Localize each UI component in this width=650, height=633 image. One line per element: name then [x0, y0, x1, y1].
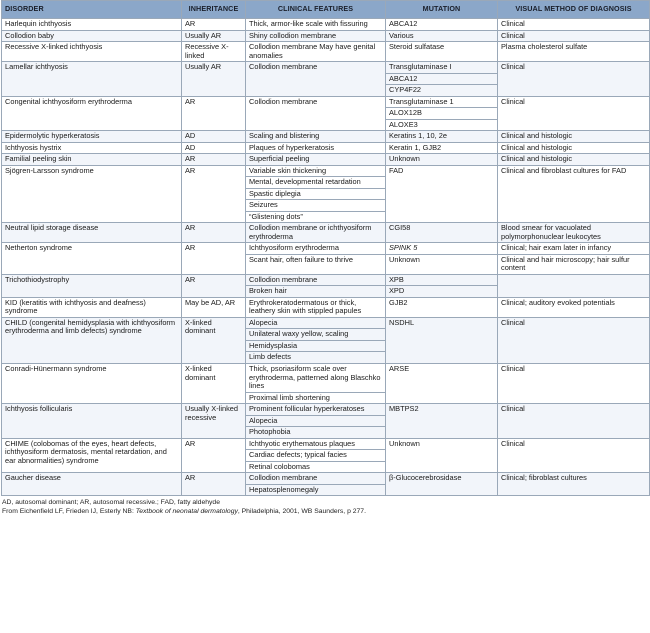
diagnosis-cell: Clinical [498, 96, 650, 131]
table-row [2, 297, 650, 317]
inheritance-cell: AR [182, 438, 246, 473]
table-row [2, 404, 650, 416]
mutation-cell: Various [386, 30, 498, 42]
clinical-feature-cell: Seizures [246, 200, 386, 212]
inheritance-cell: Usually AR [182, 62, 246, 97]
disorder-cell: Sjögren-Larsson syndrome [2, 165, 182, 223]
inheritance-cell: Usually AR [182, 30, 246, 42]
clinical-feature-cell: Hemidysplasia [246, 340, 386, 352]
table-row [2, 165, 650, 177]
diagnosis-cell: Clinical and hair microscopy; hair sulfur content [498, 254, 650, 274]
table-row [2, 42, 650, 62]
table-row [2, 317, 650, 329]
diagnosis-cell: Clinical; auditory evoked potentials [498, 297, 650, 317]
clinical-feature-cell: Collodion membrane [246, 473, 386, 485]
disorder-cell: Lamellar ichthyosis [2, 62, 182, 97]
clinical-feature-cell: Plaques of hyperkeratosis [246, 142, 386, 154]
abbreviations-note: AD, autosomal dominant; AR, autosomal recessive.; FAD, fatty aldehyde [2, 499, 220, 507]
clinical-feature-cell: Variable skin thickening [246, 165, 386, 177]
disorder-cell: Ichthyosis follicularis [2, 404, 182, 439]
disorder-cell: CHILD (congenital hemidysplasia with ichthyosiform erythroderma and limb defects) syndrome [2, 317, 182, 363]
clinical-feature-cell: Superficial peeling [246, 154, 386, 166]
diagnosis-cell: Clinical [498, 404, 650, 439]
inheritance-cell: AR [182, 19, 246, 31]
header-visual-method: VISUAL METHOD OF DIAGNOSIS [498, 1, 650, 19]
mutation-cell: XPB [386, 274, 498, 286]
inheritance-cell: AR [182, 96, 246, 131]
clinical-feature-cell: Photophobia [246, 427, 386, 439]
inheritance-cell: AR [182, 223, 246, 243]
clinical-feature-cell: Collodion membrane or ichthyosiform erythroderma [246, 223, 386, 243]
diagnosis-cell: Blood smear for vacuolated polymorphonuclear leukocytes [498, 223, 650, 243]
clinical-feature-cell: Scaling and blistering [246, 131, 386, 143]
mutation-cell: Transglutaminase 1 [386, 96, 498, 108]
inheritance-cell: AR [182, 274, 246, 297]
mutation-cell: GJB2 [386, 297, 498, 317]
table-row [2, 19, 650, 31]
mutation-cell: ALOX12B [386, 108, 498, 120]
clinical-feature-cell: Shiny collodion membrane [246, 30, 386, 42]
disorder-cell: Collodion baby [2, 30, 182, 42]
inheritance-cell: AD [182, 142, 246, 154]
disorder-cell: Ichthyosis hystrix [2, 142, 182, 154]
mutation-cell: XPD [386, 286, 498, 298]
diagnosis-cell: Clinical [498, 19, 650, 31]
header-mutation: MUTATION [386, 1, 498, 19]
diagnosis-cell: Clinical; hair exam later in infancy [498, 243, 650, 255]
mutation-cell: ABCA12 [386, 73, 498, 85]
disorder-cell: CHIME (colobomas of the eyes, heart defects, ichthyosiform dermatosis, mental retardation, and ear abnormalities) syndrome [2, 438, 182, 473]
mutation-cell: Unknown [386, 254, 498, 274]
diagnosis-cell: Clinical and histologic [498, 154, 650, 166]
table-row [2, 243, 650, 255]
clinical-feature-cell: Thick, psoriasiform scale over erythroderma, patterned along Blaschko lines [246, 363, 386, 392]
table-row [2, 131, 650, 143]
table-row [2, 62, 650, 74]
inheritance-cell: Recessive X-linked [182, 42, 246, 62]
disorder-cell: Conradi-Hünermann syndrome [2, 363, 182, 403]
clinical-feature-cell: Mental, developmental retardation [246, 177, 386, 189]
source-prefix: From Eichenfield LF, Frieden IJ, Esterly NB: [2, 507, 136, 515]
clinical-feature-cell: Collodion membrane [246, 274, 386, 286]
disorder-cell: Congenital ichthyosiform erythroderma [2, 96, 182, 131]
mutation-cell: CGI58 [386, 223, 498, 243]
disorder-cell: Neutral lipid storage disease [2, 223, 182, 243]
table-row [2, 274, 650, 286]
header-inheritance: INHERITANCE [182, 1, 246, 19]
disorder-cell: Gaucher disease [2, 473, 182, 496]
inheritance-cell: AR [182, 243, 246, 275]
table-row [2, 154, 650, 166]
diagnosis-cell: Clinical [498, 438, 650, 473]
table-body [2, 19, 650, 496]
diagnosis-cell: Clinical and histologic [498, 142, 650, 154]
inheritance-cell: AR [182, 165, 246, 223]
clinical-feature-cell: Ichthyosiform erythroderma [246, 243, 386, 255]
mutation-cell: Steroid sulfatase [386, 42, 498, 62]
disorder-cell: Familial peeling skin [2, 154, 182, 166]
mutation-cell: SPINK 5 [386, 243, 498, 255]
mutation-cell: Transglutaminase I [386, 62, 498, 74]
clinical-feature-cell: Hepatosplenomegaly [246, 484, 386, 496]
diagnosis-cell [498, 274, 650, 297]
table-row [2, 30, 650, 42]
mutation-cell: ALOXE3 [386, 119, 498, 131]
mutation-cell: Unknown [386, 154, 498, 166]
inheritance-cell: AR [182, 473, 246, 496]
header-disorder: DISORDER [2, 1, 182, 19]
clinical-feature-cell: Ichthyotic erythematous plaques [246, 438, 386, 450]
table-row [2, 438, 650, 450]
clinical-feature-cell: Cardiac defects; typical facies [246, 450, 386, 462]
clinical-feature-cell: Thick, armor-like scale with fissuring [246, 19, 386, 31]
table-row [2, 473, 650, 485]
inheritance-cell: X-linked dominant [182, 317, 246, 363]
clinical-feature-cell: Collodion membrane [246, 62, 386, 97]
mutation-cell: ABCA12 [386, 19, 498, 31]
diagnosis-cell: Clinical and fibroblast cultures for FAD [498, 165, 650, 223]
diagnosis-cell: Clinical [498, 30, 650, 42]
clinical-feature-cell: Alopecia [246, 415, 386, 427]
inheritance-cell: AD [182, 131, 246, 143]
table-row [2, 96, 650, 108]
source-suffix: , Philadelphia, 2001, WB Saunders, p 277. [237, 507, 366, 515]
table-footnotes [2, 499, 650, 516]
clinical-feature-cell: “Glistening dots” [246, 211, 386, 223]
disorders-table [1, 0, 650, 496]
source-citation [2, 508, 650, 516]
inheritance-cell: Usually X-linked recessive [182, 404, 246, 439]
table-row [2, 142, 650, 154]
clinical-feature-cell: Proximal limb shortening [246, 392, 386, 404]
diagnosis-cell: Plasma cholesterol sulfate [498, 42, 650, 62]
diagnosis-cell: Clinical [498, 62, 650, 97]
table-row [2, 363, 650, 392]
diagnosis-cell: Clinical [498, 317, 650, 363]
diagnosis-cell: Clinical and histologic [498, 131, 650, 143]
disorder-cell: Netherton syndrome [2, 243, 182, 275]
header-row [2, 1, 650, 19]
clinical-feature-cell: Scant hair, often failure to thrive [246, 254, 386, 274]
inheritance-cell: AR [182, 154, 246, 166]
clinical-feature-cell: Spastic diplegia [246, 188, 386, 200]
disorder-cell: Trichothiodystrophy [2, 274, 182, 297]
mutation-cell: CYP4F22 [386, 85, 498, 97]
table-row [2, 223, 650, 243]
disorder-cell: KID (keratitis with ichthyosis and deafness) syndrome [2, 297, 182, 317]
clinical-feature-cell: Limb defects [246, 352, 386, 364]
diagnosis-cell: Clinical [498, 363, 650, 403]
mutation-cell: FAD [386, 165, 498, 223]
mutation-cell: Keratin 1, GJB2 [386, 142, 498, 154]
header-clinical-features: CLINICAL FEATURES [246, 1, 386, 19]
clinical-feature-cell: Unilateral waxy yellow, scaling [246, 329, 386, 341]
clinical-feature-cell: Alopecia [246, 317, 386, 329]
disorder-cell: Recessive X-linked ichthyosis [2, 42, 182, 62]
disorder-cell: Epidermolytic hyperkeratosis [2, 131, 182, 143]
mutation-cell: NSDHL [386, 317, 498, 363]
mutation-cell: β-Glucocerebrosidase [386, 473, 498, 496]
mutation-cell: MBTPS2 [386, 404, 498, 439]
clinical-feature-cell: Collodion membrane [246, 96, 386, 131]
source-title: Textbook of neonatal dermatology [135, 507, 238, 515]
disorder-cell: Harlequin ichthyosis [2, 19, 182, 31]
clinical-feature-cell: Broken hair [246, 286, 386, 298]
clinical-feature-cell: Retinal colobomas [246, 461, 386, 473]
clinical-feature-cell: Erythrokeratodermatous or thick, leathery skin with stippled papules [246, 297, 386, 317]
mutation-cell: ARSE [386, 363, 498, 403]
inheritance-cell: May be AD, AR [182, 297, 246, 317]
diagnosis-cell: Clinical; fibroblast cultures [498, 473, 650, 496]
inheritance-cell: X-linked dominant [182, 363, 246, 403]
mutation-cell: Keratins 1, 10, 2e [386, 131, 498, 143]
mutation-cell: Unknown [386, 438, 498, 473]
clinical-feature-cell: Collodion membrane May have genital anomalies [246, 42, 386, 62]
clinical-feature-cell: Prominent follicular hyperkeratoses [246, 404, 386, 416]
